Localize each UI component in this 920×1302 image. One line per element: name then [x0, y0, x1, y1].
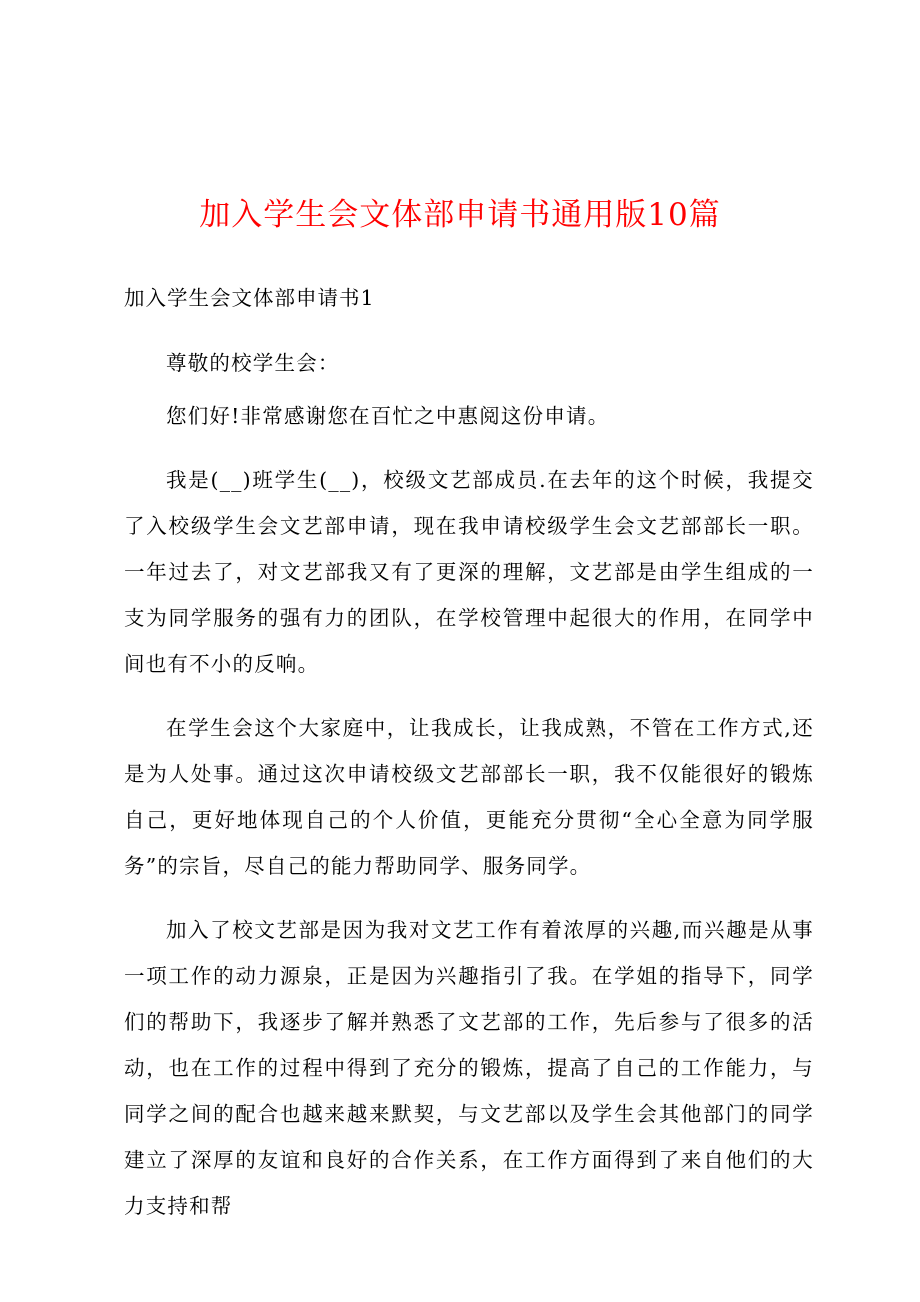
salutation-paragraph: 尊敬的校学生会： [166, 351, 340, 375]
body-paragraph: 在学生会这个大家庭中，让我成长，让我成熟，不管在工作方式,还是为人处事。通过这次申请校级文艺部部长一职，我不仅能很好的锻炼自己，更好地体现自己的个人价值，更能充分贯彻“全心全意为同学服务”的宗旨，尽自己的能力帮助同学、服务同学。 [124, 716, 814, 878]
section-title: 加入学生会文体部申请书1 [124, 286, 375, 310]
body-paragraph: 加入了校文艺部是因为我对文艺工作有着浓厚的兴趣,而兴趣是从事一项工作的动力源泉，正是因为兴趣指引了我。在学姐的指导下，同学们的帮助下，我逐步了解并熟悉了文艺部的工作，先后参与了很多的活动，也在工作的过程中得到了充分的锻炼，提高了自己的工作能力，与同学之间的配合也越来越来默契，与文艺部以及学生会其他部门的同学建立了深厚的友谊和良好的合作关系，在工作方面得到了来自他们的大力支持和帮 [124, 918, 814, 1218]
body-paragraph: 我是(__)班学生(__)，校级文艺部成员.在去年的这个时候，我提交了入校级学生会文艺部申请，现在我申请校级学生会文艺部部长一职。一年过去了，对文艺部我又有了更深的理解，文艺部是由学生组成的一支为同学服务的强有力的团队，在学校管理中起很大的作用，在同学中间也有不小的反响。 [124, 468, 814, 676]
document-body [124, 283, 814, 1229]
document-title: 加入学生会文体部申请书通用版10篇 [199, 197, 721, 233]
greeting-paragraph: 您们好!非常感谢您在百忙之中惠阅这份申请。 [166, 404, 610, 428]
